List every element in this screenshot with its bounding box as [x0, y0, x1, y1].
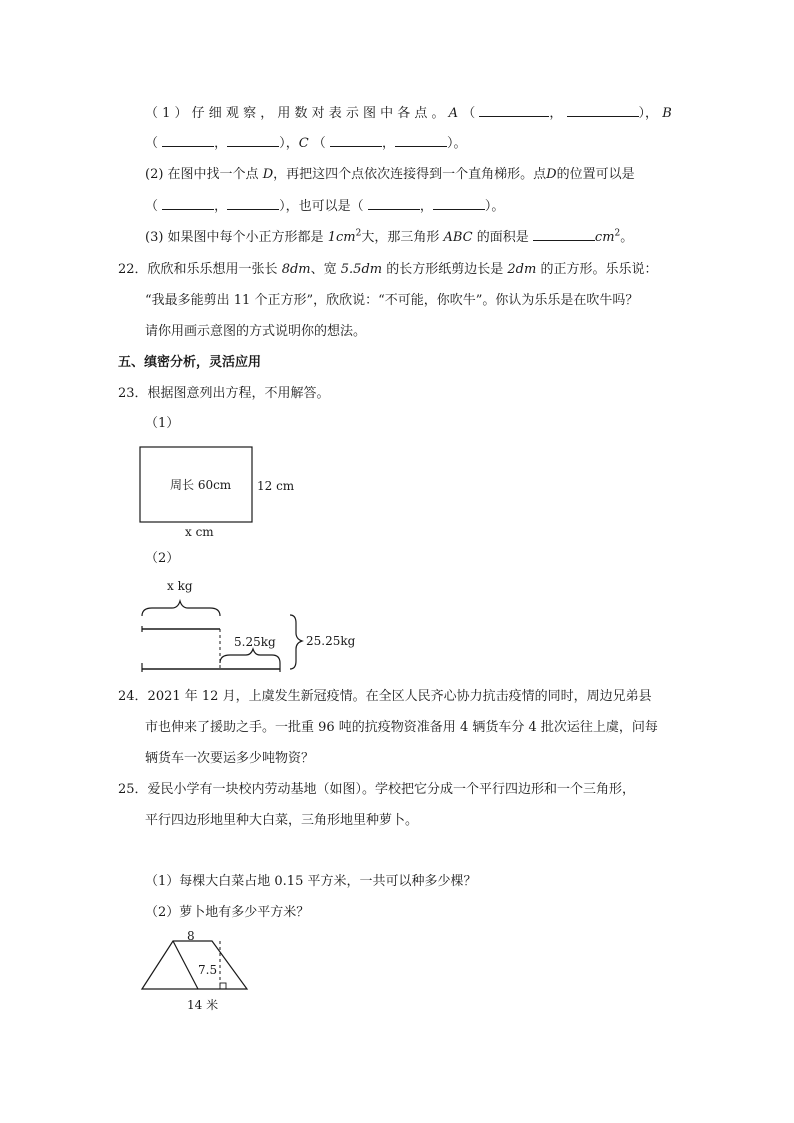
q25-sub2: （2）萝卜地有多少平方米？	[145, 905, 310, 920]
point-d-label: D	[262, 167, 274, 182]
q23-sub2-label: （2）	[145, 551, 180, 566]
q21-part3-text-c: 的面积是	[476, 230, 529, 245]
q21-part3-text-b: 大，那三角形	[361, 230, 440, 245]
q25-text-1: 爱民小学有一块校内劳动基地（如图）。学校把它分成一个平行四边形和一个三角形，	[147, 782, 636, 797]
paren-close: ）	[279, 136, 286, 151]
question-number: 24．	[118, 689, 148, 704]
q25-line2: 平行四边形地里种大白菜，三角形地里种萝卜。	[145, 813, 419, 828]
q25-line1	[118, 781, 635, 799]
comma: ，	[645, 106, 659, 121]
superscript-2: 2	[614, 228, 621, 239]
q22-text-c: 的长方形纸剪边长是	[386, 262, 504, 277]
difference-label: 5.25kg	[234, 635, 276, 649]
comma: ，	[419, 199, 433, 214]
width-value: 5.5dm	[340, 262, 383, 277]
rect-height-label: 12 cm	[257, 479, 295, 493]
q23-text: 根据图意列出方程，不用解答。	[147, 386, 330, 401]
q22-text-d: 的正方形。乐乐说：	[540, 262, 658, 277]
q21-part1-line2	[145, 134, 466, 153]
comma: ，	[549, 106, 563, 121]
q21-part3-text-a: (3) 如果图中每个小正方形都是	[145, 230, 324, 245]
point-d2-y-blank[interactable]	[433, 197, 485, 210]
question-number: 23．	[118, 386, 148, 401]
q24-line2: 市也伸来了援助之手。一批重 96 吨的抗疫物资准备用 4 辆货车分 4 批次运往上虞，问每	[145, 720, 658, 735]
q24-line3: 辆货车一次要运多少吨物资？	[145, 751, 315, 766]
q21-part3-line	[145, 228, 633, 247]
q25-trapezoid-figure	[130, 925, 270, 1017]
q21-part1-line1	[145, 104, 672, 123]
period: 。	[620, 230, 634, 245]
comma: ，	[214, 136, 228, 151]
side-value: 2dm	[507, 262, 537, 277]
paren-close-period: ）。	[446, 136, 467, 151]
triangle-abc-label: ABC	[443, 230, 473, 245]
bottom-length-label: 14 米	[187, 998, 219, 1012]
dividing-line	[173, 941, 198, 989]
xkg-label: x kg	[167, 579, 193, 593]
paren-open: （	[312, 136, 326, 151]
q24-line1	[118, 688, 652, 706]
q22-line2: “我最多能剪出 11 个正方形”，欣欣说：“不可能，你吹牛”。你认为乐乐是在吹牛吗？	[145, 293, 639, 308]
comma: ，	[381, 136, 395, 151]
superscript-2: 2	[355, 228, 362, 239]
q23-segment-figure	[130, 573, 390, 675]
q22-text-b: 、宽	[310, 262, 337, 277]
q21-part2-text-a: (2) 在图中找一个点	[145, 167, 259, 182]
paren-open: （	[145, 199, 159, 214]
comma: ，	[285, 136, 299, 151]
length-value: 8dm	[281, 262, 311, 277]
point-c-x-blank[interactable]	[330, 134, 382, 147]
point-a-y-blank[interactable]	[567, 104, 639, 117]
perimeter-label: 周长 60cm	[170, 478, 232, 492]
unit-cm2: cm	[594, 230, 615, 245]
q21-part2-line2	[145, 197, 504, 216]
paren-close: ）	[638, 106, 646, 121]
point-d1-y-blank[interactable]	[227, 197, 279, 210]
paren-open: （	[462, 106, 476, 121]
section-title: 五、缜密分析，灵活应用	[118, 355, 262, 370]
question-number: 25．	[118, 782, 148, 797]
point-d-label: D	[546, 167, 557, 182]
total-brace	[290, 615, 302, 669]
xkg-brace	[142, 601, 220, 616]
top-length-label: 8	[187, 929, 195, 943]
paren-close-period: ）。	[484, 199, 505, 214]
paren-open: （	[145, 136, 159, 151]
rect-width-label: x cm	[185, 525, 214, 539]
q21-part2-text-b: ，再把这四个点依次连接得到一个直角梯形。点	[273, 167, 547, 182]
q21-part2-text-d: ），也可以是（	[279, 199, 364, 214]
difference-brace	[220, 649, 280, 663]
point-b-label: B	[662, 106, 672, 121]
comma: ，	[214, 199, 228, 214]
q21-part2-text-c: 的位置可以是	[556, 167, 635, 182]
point-c-y-blank[interactable]	[395, 134, 447, 147]
point-b-x-blank[interactable]	[162, 134, 214, 147]
q22-line3: 请你用画示意图的方式说明你的想法。	[145, 324, 367, 339]
q21-part2-line1	[145, 166, 635, 184]
point-d2-x-blank[interactable]	[368, 197, 420, 210]
q22-line1	[118, 261, 657, 279]
area-blank[interactable]	[533, 228, 595, 241]
q23-sub1-label: （1）	[145, 416, 180, 431]
q23-line	[118, 385, 330, 403]
point-a-label: A	[448, 106, 459, 121]
point-d1-x-blank[interactable]	[162, 197, 214, 210]
height-label: 7.5	[198, 963, 218, 977]
point-b-y-blank[interactable]	[227, 134, 279, 147]
q24-text-1: 2021 年 12 月，上虞发生新冠疫情。在全区人民齐心协力抗击疫情的同时，周边兄弟县	[147, 689, 652, 704]
unit-cm: 1cm	[327, 230, 356, 245]
total-label: 25.25kg	[306, 634, 356, 648]
right-angle-mark	[220, 983, 226, 989]
question-number: 22．	[118, 262, 148, 277]
q21-part1-text: （ 1 ） 仔 细 观 察 ， 用 数 对 表 示 图 中 各 点 。	[145, 106, 445, 121]
point-a-x-blank[interactable]	[479, 104, 549, 117]
q22-text-a: 欣欣和乐乐想用一张长	[147, 262, 278, 277]
q23-rectangle-figure	[130, 440, 310, 545]
q25-sub1: （1）每棵大白菜占地 0.15 平方米，一共可以种多少棵？	[145, 874, 477, 889]
point-c-label: C	[298, 136, 309, 151]
